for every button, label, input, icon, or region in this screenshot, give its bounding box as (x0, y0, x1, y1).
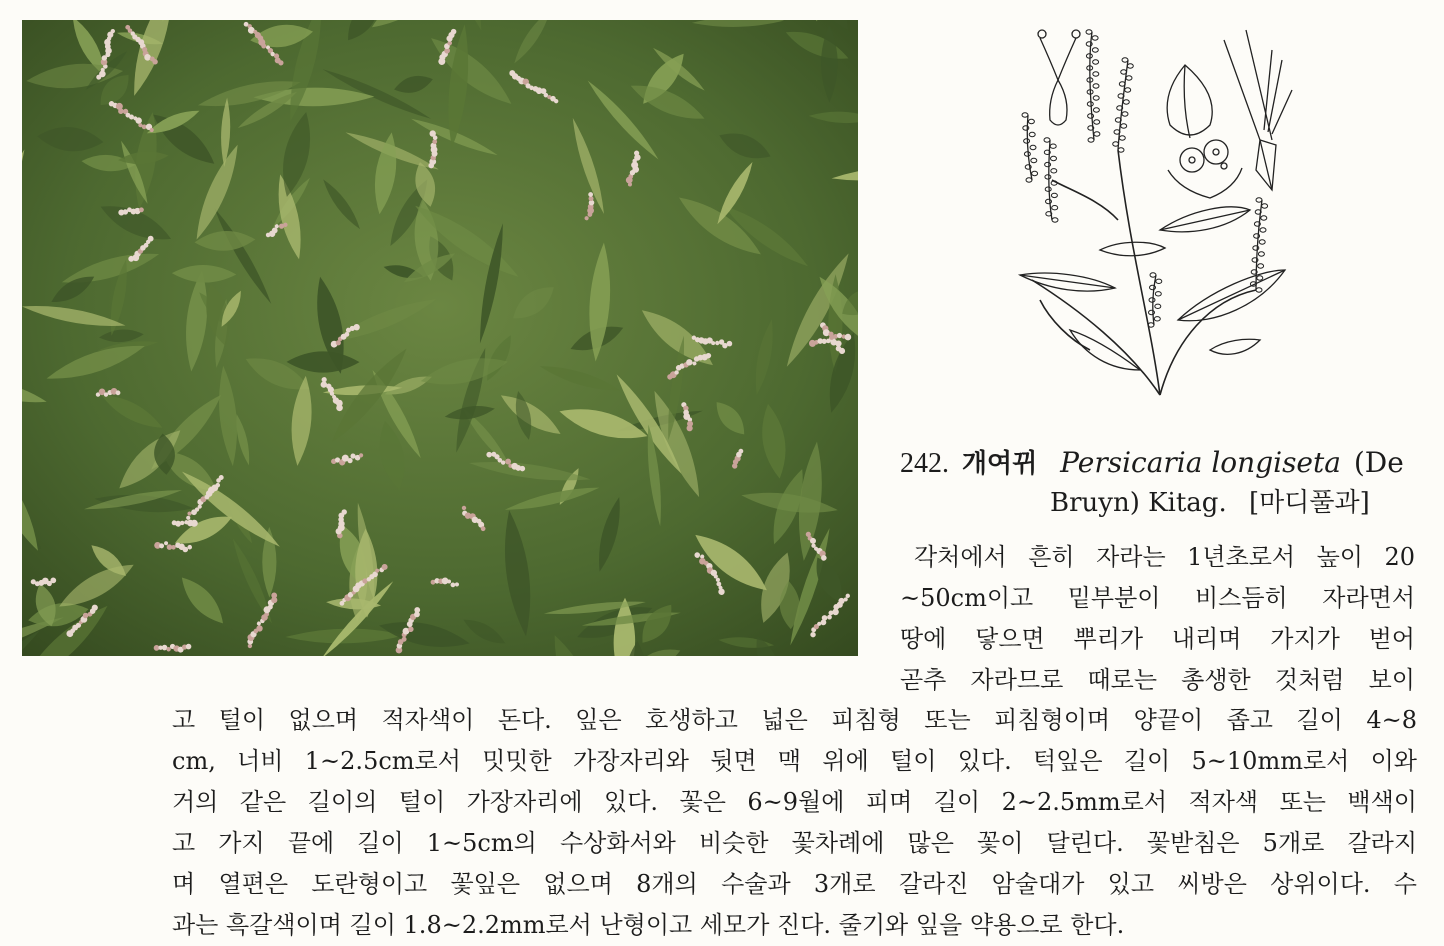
flower-detail (1168, 140, 1242, 198)
spike-floret (1261, 216, 1267, 220)
spike-floret (1119, 136, 1125, 140)
spike-floret (1045, 187, 1051, 191)
description-line: 땅에 닿으면 뿌리가 내리며 가지가 벋어 (900, 625, 1415, 653)
entry-title-continued (1050, 485, 1370, 521)
spike-floret (1088, 138, 1094, 142)
spike-floret (1123, 100, 1129, 104)
spike-floret (1026, 178, 1032, 182)
stamen-detail (1038, 30, 1080, 125)
spike-floret (1086, 30, 1092, 34)
spike-floret (1029, 132, 1035, 136)
spike-floret (1088, 114, 1094, 118)
spike-floret (1093, 60, 1099, 64)
spike-floret (1024, 139, 1030, 143)
description-full-width (172, 700, 1417, 946)
description-line: 과는 흑갈색이며 길이 1.8~2.2mm로서 난형이고 세모가 진다. 줄기와 잎을 약용으로 한다. (172, 911, 1125, 939)
korean-name: 개여뀌 (961, 449, 1038, 479)
spike-floret (1258, 252, 1264, 256)
stems (1032, 150, 1256, 395)
spike-floret (1051, 156, 1057, 160)
spike-floret (1094, 120, 1100, 124)
description-line: 거의 같은 길이의 털이 가장자리에 있다. 꽃은 6~9월에 피며 길이 2~2.5mm로서 적자색 또는 백색이 (172, 788, 1417, 816)
description-line: 각처에서 흔히 자라는 1년초로서 높이 20 (914, 543, 1415, 571)
spike-floret (1052, 206, 1058, 210)
description-line: 며 열편은 도란형이고 꽃잎은 없으며 8개의 수술과 3개로 갈라진 암술대가 있고 씨방은 상위이다. 수 (172, 870, 1417, 898)
author-citation-part1: (De (1353, 446, 1404, 479)
spike-floret (1028, 119, 1034, 123)
spike-floret (1093, 108, 1099, 112)
spike-floret (1262, 204, 1268, 208)
spike-floret (1122, 58, 1128, 62)
spike-floret (1052, 218, 1058, 222)
plant-photo (22, 20, 858, 656)
spike-floret (1032, 171, 1038, 175)
spike-floret (1259, 240, 1265, 244)
spike-floret (1046, 199, 1052, 203)
spike-floret (1258, 264, 1264, 268)
spike-floret (1024, 152, 1030, 156)
spike-floret (1045, 175, 1051, 179)
spike-floret (1051, 169, 1057, 173)
achene-detail (1167, 65, 1212, 138)
spike-floret (1122, 112, 1128, 116)
spike-floret (1051, 193, 1057, 197)
description-line: 고 털이 없으며 적자색이 돈다. 잎은 호생하고 넓은 피침형 또는 피침형이며 양끝이 좁고 길이 4~8 (172, 706, 1417, 734)
botanical-illustration (1010, 20, 1430, 400)
spike-floret (1030, 145, 1036, 149)
spike-floret (1149, 298, 1155, 302)
description-line: ~50cm이고 밑부분이 비스듬히 자라면서 (900, 584, 1415, 612)
spike-floret (1257, 276, 1263, 280)
plant-photo-image (22, 20, 858, 656)
spike-floret (1031, 158, 1037, 162)
description-line: cm, 너비 1~2.5cm로서 밋밋한 가장자리와 뒷면 맥 위에 털이 있다. 턱잎은 길이 5~10mm로서 이와 (172, 747, 1417, 775)
spike-floret (1044, 138, 1050, 142)
spike-floret (1155, 292, 1161, 296)
spike-floret (1127, 64, 1133, 68)
spike-floret (1092, 48, 1098, 52)
description-line: 고 가지 끝에 길이 1~5cm의 수상화서와 비슷한 꽃차례에 많은 꽃이 달린다. 꽃받침은 5개로 갈라지 (172, 829, 1417, 857)
entry-title (900, 443, 1420, 484)
scientific-name: Persicaria longiseta (1060, 446, 1341, 479)
spike-floret (1260, 228, 1266, 232)
family-name: [마디풀과] (1248, 488, 1370, 518)
spike-floret (1150, 273, 1156, 277)
description-line: 곧추 자라므로 때로는 총생한 것처럼 보이 (900, 666, 1415, 694)
spike-floret (1121, 124, 1127, 128)
spike-floret (1093, 72, 1099, 76)
spike-floret (1256, 288, 1262, 292)
ocrea-detail (1224, 30, 1292, 190)
botanical-drawing (1010, 20, 1430, 400)
spike-floret (1155, 304, 1161, 308)
spike-floret (1045, 162, 1051, 166)
entry-number: 242. (900, 448, 949, 479)
description-right-column (900, 537, 1415, 701)
spike-floret (1125, 88, 1131, 92)
spike-floret (1093, 96, 1099, 100)
spike-floret (1149, 310, 1155, 314)
spike-floret (1050, 144, 1056, 148)
spike-floret (1126, 76, 1132, 80)
spike-floret (1092, 36, 1098, 40)
spike-floret (1022, 113, 1028, 117)
spike-floret (1154, 317, 1160, 321)
spike-floret (1156, 279, 1162, 283)
spike-floret (1093, 84, 1099, 88)
author-citation-part2: Bruyn) Kitag. (1050, 488, 1227, 518)
spike-floret (1256, 198, 1262, 202)
spike-floret (1094, 132, 1100, 136)
